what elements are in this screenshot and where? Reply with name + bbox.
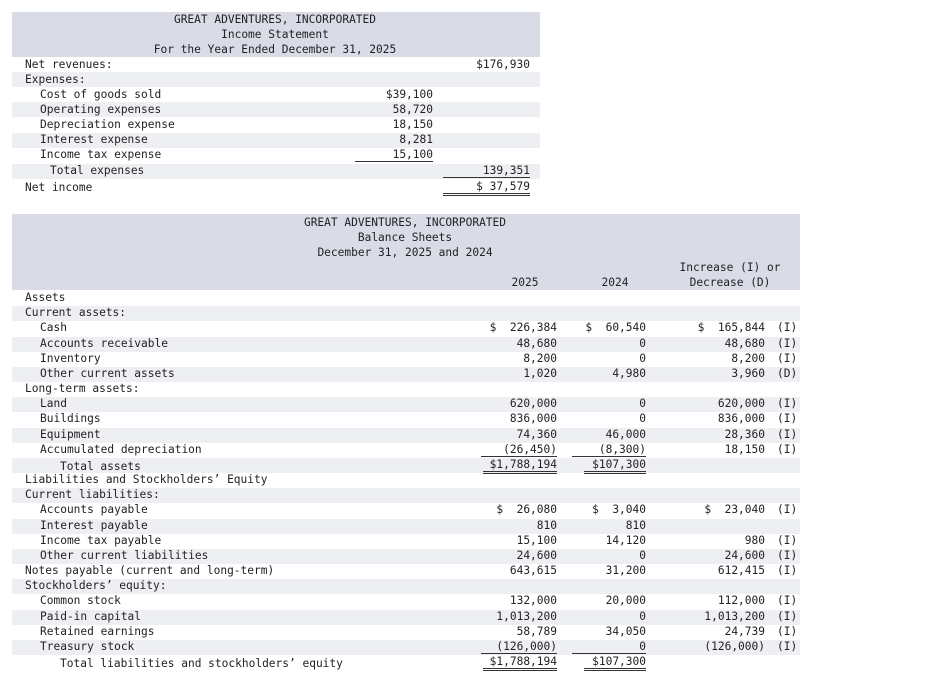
expense-label: Cost of goods sold	[40, 88, 162, 101]
bs-row-label: Retained earnings	[40, 624, 155, 638]
bs-row-label: Current liabilities:	[25, 488, 160, 502]
bs-row-label: Stockholders’ equity:	[25, 579, 167, 593]
bs-value-2024: (8,300)	[572, 443, 646, 457]
col-header-change-2: Decrease (D)	[689, 276, 771, 289]
expense-value: $39,100	[385, 88, 433, 101]
bs-value-2024: 31,200	[605, 564, 646, 578]
bs-value-2025: 74,360	[516, 427, 557, 441]
bs-row-label: Income tax payable	[40, 533, 162, 547]
bs-row-label: Current assets:	[25, 306, 127, 320]
bs-value-2025: 620,000	[509, 397, 557, 411]
is-stripe	[12, 72, 540, 87]
bs-value-2025: 24,600	[516, 548, 557, 562]
bs-change-flag: (I)	[777, 397, 798, 411]
bs-change-value: 18,150	[724, 442, 765, 456]
bs-change-value: 980	[744, 533, 765, 547]
bs-row-label: Accumulated depreciation	[40, 442, 202, 456]
bs-row-label: Common stock	[40, 594, 121, 608]
bs-change-flag: (I)	[777, 336, 798, 350]
expense-label: Interest expense	[40, 133, 148, 146]
bs-change-flag: (D)	[777, 366, 798, 380]
bs-row-label: Treasury stock	[40, 639, 135, 653]
bs-change-value: 620,000	[717, 397, 765, 411]
bs-row-label: Interest payable	[40, 518, 148, 532]
bs-value-2025: $1,788,194	[483, 458, 557, 474]
bs-value-2025: 15,100	[516, 533, 557, 547]
bs-change-flag: (I)	[777, 412, 798, 426]
total-expenses-label: Total expenses	[50, 164, 145, 177]
bs-row-stripe	[12, 306, 800, 321]
bs-value-2024: $107,300	[584, 458, 646, 474]
bs-change-value: $ 165,844	[697, 321, 765, 335]
bs-row-label: Total liabilities and stockholders’ equity	[60, 657, 343, 671]
bs-change-flag: (I)	[777, 533, 798, 547]
col-header-change-1: Increase (I) or	[679, 261, 781, 274]
bs-value-2024: 0	[639, 351, 646, 365]
expenses-label: Expenses:	[25, 73, 86, 86]
expense-value: 18,150	[392, 118, 433, 131]
bs-value-2025: 643,615	[509, 564, 557, 578]
col-header-2024: 2024	[601, 276, 629, 289]
expense-value: 15,100	[355, 148, 433, 162]
bs-value-2024: 810	[625, 518, 646, 532]
expense-label: Operating expenses	[40, 103, 162, 116]
bs-change-flag: (I)	[777, 609, 798, 623]
bs-change-flag: (I)	[777, 639, 798, 653]
net-revenues-label: Net revenues:	[25, 58, 113, 71]
bs-value-2024: 0	[639, 397, 646, 411]
bs-row-label: Paid-in capital	[40, 609, 142, 623]
bs-value-2025: 810	[536, 518, 557, 532]
bs-change-flag: (I)	[777, 548, 798, 562]
bs-row-label: Long-term assets:	[25, 382, 140, 396]
bs-change-value: $ 23,040	[704, 503, 765, 517]
bs-change-flag: (I)	[777, 624, 798, 638]
net-income-value: $ 37,579	[443, 180, 530, 196]
bs-change-value: 48,680	[724, 336, 765, 350]
bs-row-label: Accounts receivable	[40, 336, 168, 350]
bs-row-stripe	[12, 397, 800, 412]
bs-row-label: Equipment	[40, 427, 101, 441]
bs-change-value: 612,415	[717, 564, 765, 578]
bs-value-2025: 132,000	[509, 594, 557, 608]
bs-value-2024: 20,000	[605, 594, 646, 608]
bs-value-2024: 0	[639, 548, 646, 562]
bs-change-flag: (I)	[777, 503, 798, 517]
expense-label: Depreciation expense	[40, 118, 175, 131]
bs-title: Balance Sheets	[357, 231, 453, 244]
bs-period: December 31, 2025 and 2024	[317, 246, 493, 259]
bs-value-2024: 46,000	[605, 427, 646, 441]
bs-value-2024: $ 60,540	[585, 321, 646, 335]
net-revenues-value: $176,930	[476, 58, 530, 71]
bs-value-2025: $1,788,194	[483, 655, 557, 671]
net-income-label: Net income	[25, 181, 93, 194]
bs-value-2024: 4,980	[612, 366, 646, 380]
bs-row-label: Buildings	[40, 412, 101, 426]
bs-row-label: Assets	[25, 291, 66, 304]
bs-value-2024: 34,050	[605, 624, 646, 638]
bs-value-2024: 0	[639, 412, 646, 426]
bs-change-value: 1,013,200	[704, 609, 765, 623]
bs-row-label: Notes payable (current and long-term)	[25, 564, 275, 578]
bs-row-label: Other current assets	[40, 366, 175, 380]
bs-change-flag: (I)	[777, 321, 798, 335]
expense-value: 58,720	[392, 103, 433, 116]
bs-change-value: 24,600	[724, 548, 765, 562]
bs-row-label: Total assets	[60, 459, 141, 473]
bs-value-2025: 836,000	[509, 412, 557, 426]
expense-label: Income tax expense	[40, 148, 162, 161]
bs-value-2024: 0	[639, 336, 646, 350]
bs-row-stripe	[12, 428, 800, 443]
bs-change-value: 836,000	[717, 412, 765, 426]
bs-change-flag: (I)	[777, 564, 798, 578]
bs-change-value: 24,739	[724, 624, 765, 638]
bs-value-2025: $ 26,080	[496, 503, 557, 517]
bs-value-2025: $ 226,384	[489, 321, 557, 335]
bs-change-flag: (I)	[777, 594, 798, 608]
col-header-2025: 2025	[511, 276, 539, 289]
is-company: GREAT ADVENTURES, INCORPORATED	[173, 13, 377, 26]
bs-value-2025: 48,680	[516, 336, 557, 350]
bs-change-value: (126,000)	[704, 639, 765, 653]
is-title: Income Statement	[221, 28, 329, 41]
bs-value-2025: 58,789	[516, 624, 557, 638]
bs-change-flag: (I)	[777, 351, 798, 365]
bs-change-value: 3,960	[731, 366, 765, 380]
bs-row-label: Inventory	[40, 351, 101, 365]
bs-change-value: 8,200	[731, 351, 765, 365]
bs-value-2025: 1,020	[523, 366, 557, 380]
bs-value-2024: $107,300	[584, 655, 646, 671]
bs-company: GREAT ADVENTURES, INCORPORATED	[303, 216, 507, 229]
bs-row-label: Land	[40, 397, 67, 411]
bs-change-flag: (I)	[777, 442, 798, 456]
expense-value: 8,281	[399, 133, 433, 146]
bs-value-2024: 0	[639, 609, 646, 623]
is-period: For the Year Ended December 31, 2025	[153, 43, 397, 56]
bs-value-2025: 1,013,200	[496, 609, 557, 623]
bs-value-2024: 0	[572, 640, 646, 654]
bs-row-label: Liabilities and Stockholders’ Equity	[25, 473, 268, 487]
bs-value-2024: 14,120	[605, 533, 646, 547]
bs-row-label: Accounts payable	[40, 503, 148, 517]
bs-row-label: Other current liabilities	[40, 548, 209, 562]
bs-change-value: 112,000	[717, 594, 765, 608]
bs-value-2024: $ 3,040	[592, 503, 646, 517]
bs-change-flag: (I)	[777, 427, 798, 441]
bs-value-2025: (26,450)	[481, 443, 557, 457]
bs-change-value: 28,360	[724, 427, 765, 441]
bs-value-2025: 8,200	[523, 351, 557, 365]
bs-row-label: Cash	[40, 321, 67, 335]
bs-value-2025: (126,000)	[481, 640, 557, 654]
total-expenses-value: 139,351	[443, 164, 530, 178]
